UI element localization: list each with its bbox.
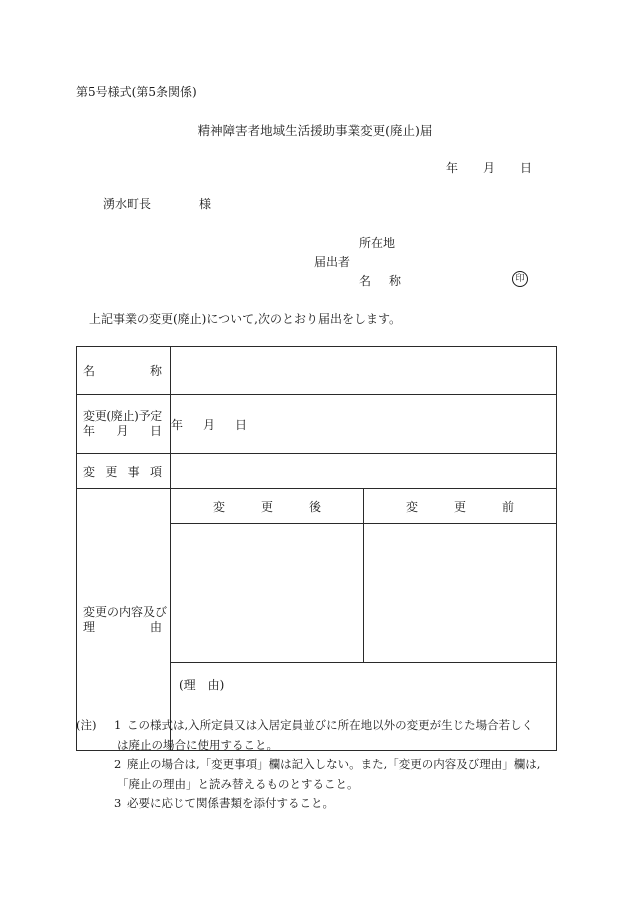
label-char: 名 <box>83 364 96 378</box>
change-date-day: 日 <box>235 417 248 432</box>
note-text: 必要に応じて関係書類を添付すること。 <box>127 796 334 810</box>
label-char: 更 <box>453 499 466 514</box>
label-business-name <box>77 347 171 395</box>
header-after-change <box>171 489 364 524</box>
label-char: 年 <box>83 424 96 438</box>
label-char: 項 <box>149 464 162 479</box>
note-item-2 <box>76 759 566 779</box>
change-date-year: 年 <box>171 417 184 432</box>
applicant-name-label <box>359 275 401 287</box>
seal-mark: 印 <box>512 271 528 287</box>
label-char: 前 <box>502 499 515 514</box>
document-title: 精神障害者地域生活援助事業変更(廃止)届 <box>197 123 433 138</box>
name-label-char-1: 名 <box>359 274 372 288</box>
reason-label: (理 由) <box>179 678 225 692</box>
before-change-field[interactable] <box>364 524 557 663</box>
label-char: 後 <box>309 499 322 514</box>
label-line: 変更の内容及び <box>83 604 168 619</box>
name-label-char-2: 称 <box>389 274 402 288</box>
note-item-1 <box>76 720 566 740</box>
note-number: 3 <box>114 796 122 810</box>
row-business-name <box>77 347 557 395</box>
label-change-content <box>77 489 171 751</box>
change-date-field[interactable] <box>171 395 557 454</box>
address-label: 所在地 <box>359 236 396 250</box>
label-char: 更 <box>260 499 273 514</box>
form-number: 第5号様式(第5条関係) <box>76 85 197 99</box>
applicant-label: 届出者 <box>314 255 351 269</box>
label-char: 事 <box>127 464 140 479</box>
intro-statement: 上記事業の変更(廃止)について,次のとおり届出をします。 <box>89 312 401 326</box>
label-char: 更 <box>105 464 118 479</box>
label-char: 変 <box>83 464 96 479</box>
change-date-month: 月 <box>203 417 216 432</box>
notes-prefix: (注) <box>76 718 97 732</box>
label-char: 月 <box>116 424 129 438</box>
row-change-date <box>77 395 557 454</box>
row-change-items <box>77 454 557 489</box>
note-number: 1 <box>114 718 122 732</box>
notes-section <box>76 720 566 818</box>
date-day: 日 <box>520 161 533 175</box>
addressee-honorific: 様 <box>199 197 212 211</box>
notification-table <box>76 346 557 751</box>
after-change-field[interactable] <box>171 524 364 663</box>
note-item-3 <box>76 798 566 818</box>
label-char: 変 <box>212 499 225 514</box>
label-change-items <box>77 454 171 489</box>
label-line: 変更(廃止)予定 <box>83 409 162 423</box>
label-char: 変 <box>405 499 418 514</box>
note-text-cont: は廃止の場合に使用すること。 <box>117 737 278 752</box>
submission-date <box>446 162 532 174</box>
note-number: 2 <box>114 757 122 771</box>
label-char: 日 <box>149 424 162 438</box>
date-month: 月 <box>483 161 496 175</box>
business-name-field[interactable] <box>171 347 557 395</box>
label-char: 称 <box>149 364 162 378</box>
change-items-field[interactable] <box>171 454 557 489</box>
note-text: この様式は,入所定員又は入居定員並びに所在地以外の変更が生じた場合若しく <box>127 718 534 732</box>
label-change-date <box>77 395 171 454</box>
header-before-change <box>364 489 557 524</box>
label-char: 由 <box>149 619 162 634</box>
row-change-headers <box>77 489 557 524</box>
addressee-name: 湧水町長 <box>103 197 152 211</box>
addressee <box>103 198 211 210</box>
note-text-cont: 「廃止の理由」と読み替えるものとすること。 <box>117 776 359 791</box>
note-text: 廃止の場合は,「変更事項」欄は記入しない。また,「変更の内容及び理由」欄は, <box>127 757 541 771</box>
label-char: 理 <box>83 619 96 634</box>
date-year: 年 <box>446 161 459 175</box>
